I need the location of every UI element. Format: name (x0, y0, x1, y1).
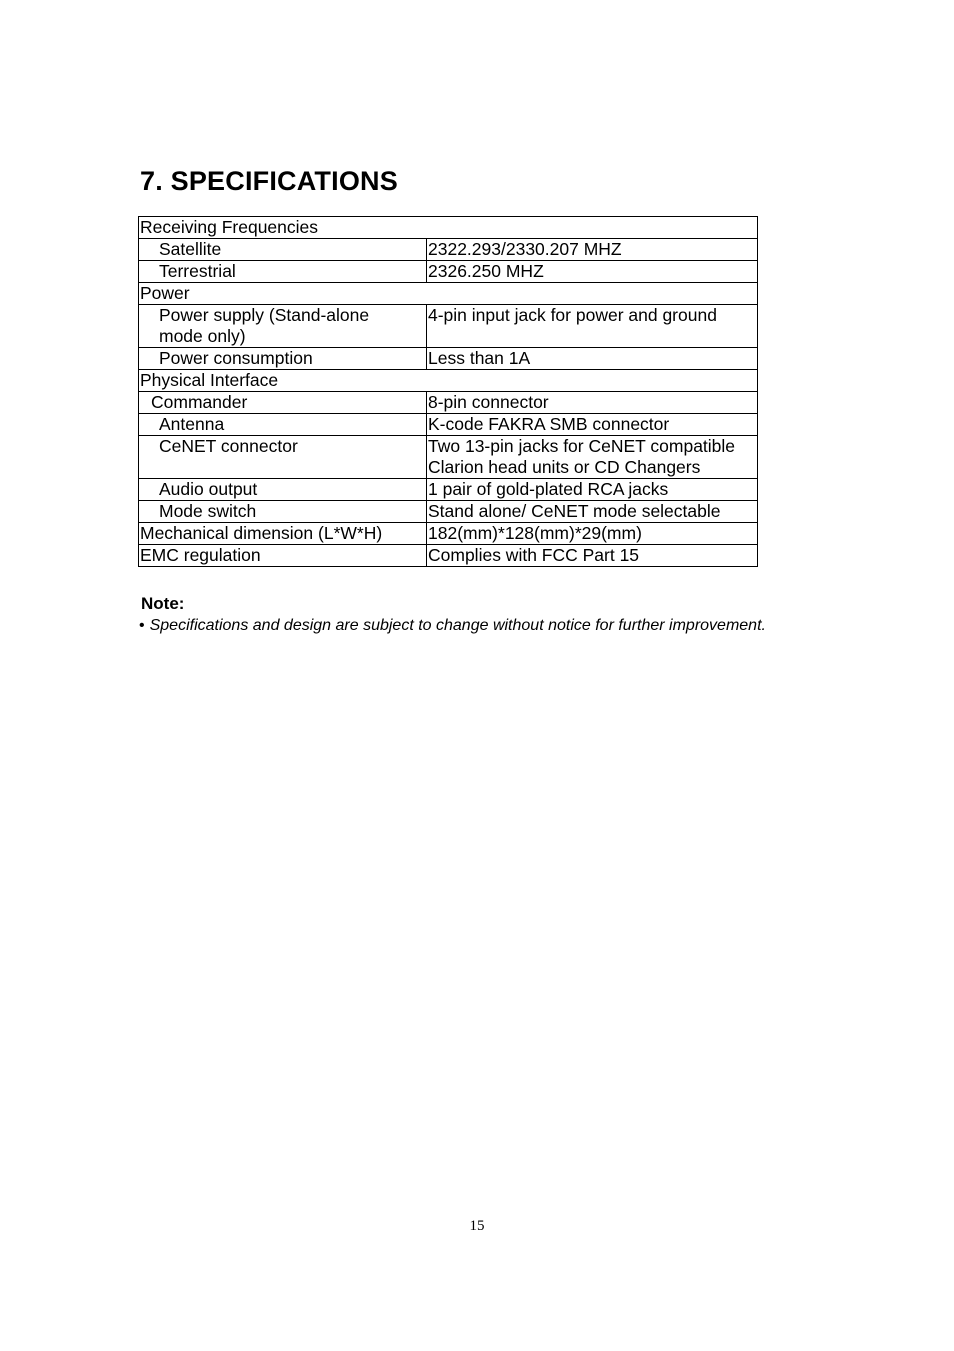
specifications-table (138, 216, 758, 567)
spec-label: Audio output (139, 479, 427, 501)
table-row (139, 392, 758, 414)
spec-value: 1 pair of gold-plated RCA jacks (427, 479, 758, 501)
spec-value-line: Two 13-pin jacks for CeNET compatible (428, 436, 736, 456)
table-row (139, 305, 758, 348)
table-row (139, 479, 758, 501)
note-title: Note: (141, 594, 185, 613)
table-row (139, 261, 758, 283)
table-row (139, 239, 758, 261)
note-item (139, 617, 766, 635)
spec-label: Commander (139, 392, 427, 414)
section-header: Power (139, 283, 758, 305)
table-row (139, 370, 758, 392)
spec-value: Complies with FCC Part 15 (427, 545, 758, 567)
spec-label-line: mode only) (159, 326, 246, 346)
spec-label: Mechanical dimension (L*W*H) (139, 523, 427, 545)
table-row (139, 217, 758, 239)
page-number: 15 (469, 1218, 485, 1234)
table-row (139, 523, 758, 545)
spec-value-line: Clarion head units or CD Changers (428, 457, 701, 477)
spec-label: CeNET connector (139, 436, 427, 479)
spec-value: 8-pin connector (427, 392, 758, 414)
table-row (139, 545, 758, 567)
table-row (139, 283, 758, 305)
spec-value: 4-pin input jack for power and ground (427, 305, 758, 348)
section-header: Receiving Frequencies (139, 217, 758, 239)
spec-value: 2326.250 MHZ (427, 261, 758, 283)
spec-label: Terrestrial (139, 261, 427, 283)
spec-label: Mode switch (139, 501, 427, 523)
bullet-icon: • (139, 617, 145, 634)
table-row (139, 501, 758, 523)
table-row (139, 348, 758, 370)
spec-value: Less than 1A (427, 348, 758, 370)
page-title: 7. SPECIFICATIONS (140, 166, 398, 196)
table-row (139, 436, 758, 479)
spec-value: Stand alone/ CeNET mode selectable (427, 501, 758, 523)
table-row (139, 414, 758, 436)
spec-label: EMC regulation (139, 545, 427, 567)
spec-label-line: Power supply (Stand-alone (159, 305, 370, 325)
spec-value: 182(mm)*128(mm)*29(mm) (427, 523, 758, 545)
spec-label: Satellite (139, 239, 427, 261)
spec-value: K-code FAKRA SMB connector (427, 414, 758, 436)
spec-label: Antenna (139, 414, 427, 436)
spec-label (139, 305, 427, 348)
spec-value (427, 436, 758, 479)
note-text: Specifications and design are subject to change without notice for further improvement. (149, 617, 766, 634)
section-header: Physical Interface (139, 370, 758, 392)
spec-label: Power consumption (139, 348, 427, 370)
spec-value: 2322.293/2330.207 MHZ (427, 239, 758, 261)
